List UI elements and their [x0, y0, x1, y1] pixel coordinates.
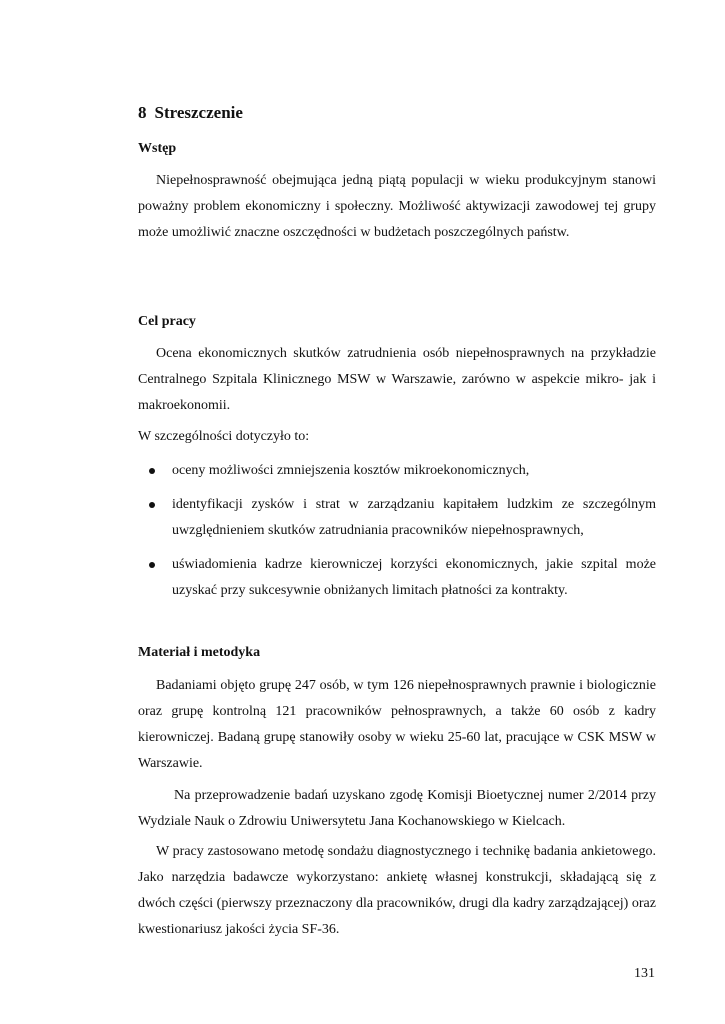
bullet-icon	[149, 468, 155, 474]
section-heading-aim: Cel pracy	[138, 314, 196, 329]
list-item	[138, 552, 656, 604]
methods-paragraph-2: Na przeprowadzenie badań uzyskano zgodę Komisji Bioetycznej numer 2/2014 przy Wydziale Nauk o Zdrowiu Uniwersytetu Jana Kochanowskiego w Kielcach.	[138, 788, 656, 829]
page-number: 131	[634, 966, 655, 981]
bullet-icon	[149, 502, 155, 508]
section-heading-methods: Materiał i metodyka	[138, 645, 261, 660]
bullet-text: uświadomienia kadrze kierowniczej korzyści ekonomicznych, jakie szpital może uzyskać przy sukcesywnie obniżanych limitach płatności za kontrakty.	[172, 557, 656, 598]
methods-paragraph-1: Badaniami objęto grupę 247 osób, w tym 126 niepełnosprawnych prawnie i biologicznie oraz grupę kontrolną 121 pracowników pełnosprawnych, a także 60 osób z kadry kierowniczej. Badaną grupę stanowiły osoby w wieku 25-60 lat, pracujące w CSK MSW w Warszawie.	[138, 678, 656, 771]
list-item	[138, 458, 656, 484]
bullet-icon	[149, 562, 155, 568]
chapter-title	[138, 103, 243, 123]
bullet-text: oceny możliwości zmniejszenia kosztów mikroekonomicznych,	[172, 463, 530, 478]
section-heading-intro: Wstęp	[138, 141, 177, 156]
list-item	[138, 492, 656, 544]
chapter-title-text: Streszczenie	[154, 103, 243, 122]
aim-bullet-list	[138, 458, 656, 612]
methods-paragraph-3: W pracy zastosowano metodę sondażu diagnostycznego i technikę badania ankietowego. Jako narzędzia badawcze wykorzystano: ankietę własnej konstrukcji, składającą się z dwóch części (pierwszy przeznaczony dla pracowników, drugi dla kadry zarządzającej) oraz kwestionariusz jakości życia SF-36.	[138, 844, 656, 937]
intro-paragraph: Niepełnosprawność obejmująca jedną piątą populacji w wieku produkcyjnym stanowi poważny problem ekonomiczny i społeczny. Możliwość aktywizacji zawodowej tej grupy może umożliwić znaczne oszczędności w budżetach poszczególnych państw.	[138, 173, 656, 240]
chapter-number: 8	[138, 103, 147, 122]
aim-paragraph: Ocena ekonomicznych skutków zatrudnienia osób niepełnosprawnych na przykładzie Centralnego Szpitala Klinicznego MSW w Warszawie, zarówno w aspekcie mikro- jak i makroekonomii.	[138, 346, 656, 413]
bullet-text: identyfikacji zysków i strat w zarządzaniu kapitałem ludzkim ze szczególnym uwzględnieniem skutków zatrudniania pracowników niepełnosprawnych,	[172, 497, 656, 538]
aim-lead-in: W szczególności dotyczyło to:	[138, 429, 310, 444]
